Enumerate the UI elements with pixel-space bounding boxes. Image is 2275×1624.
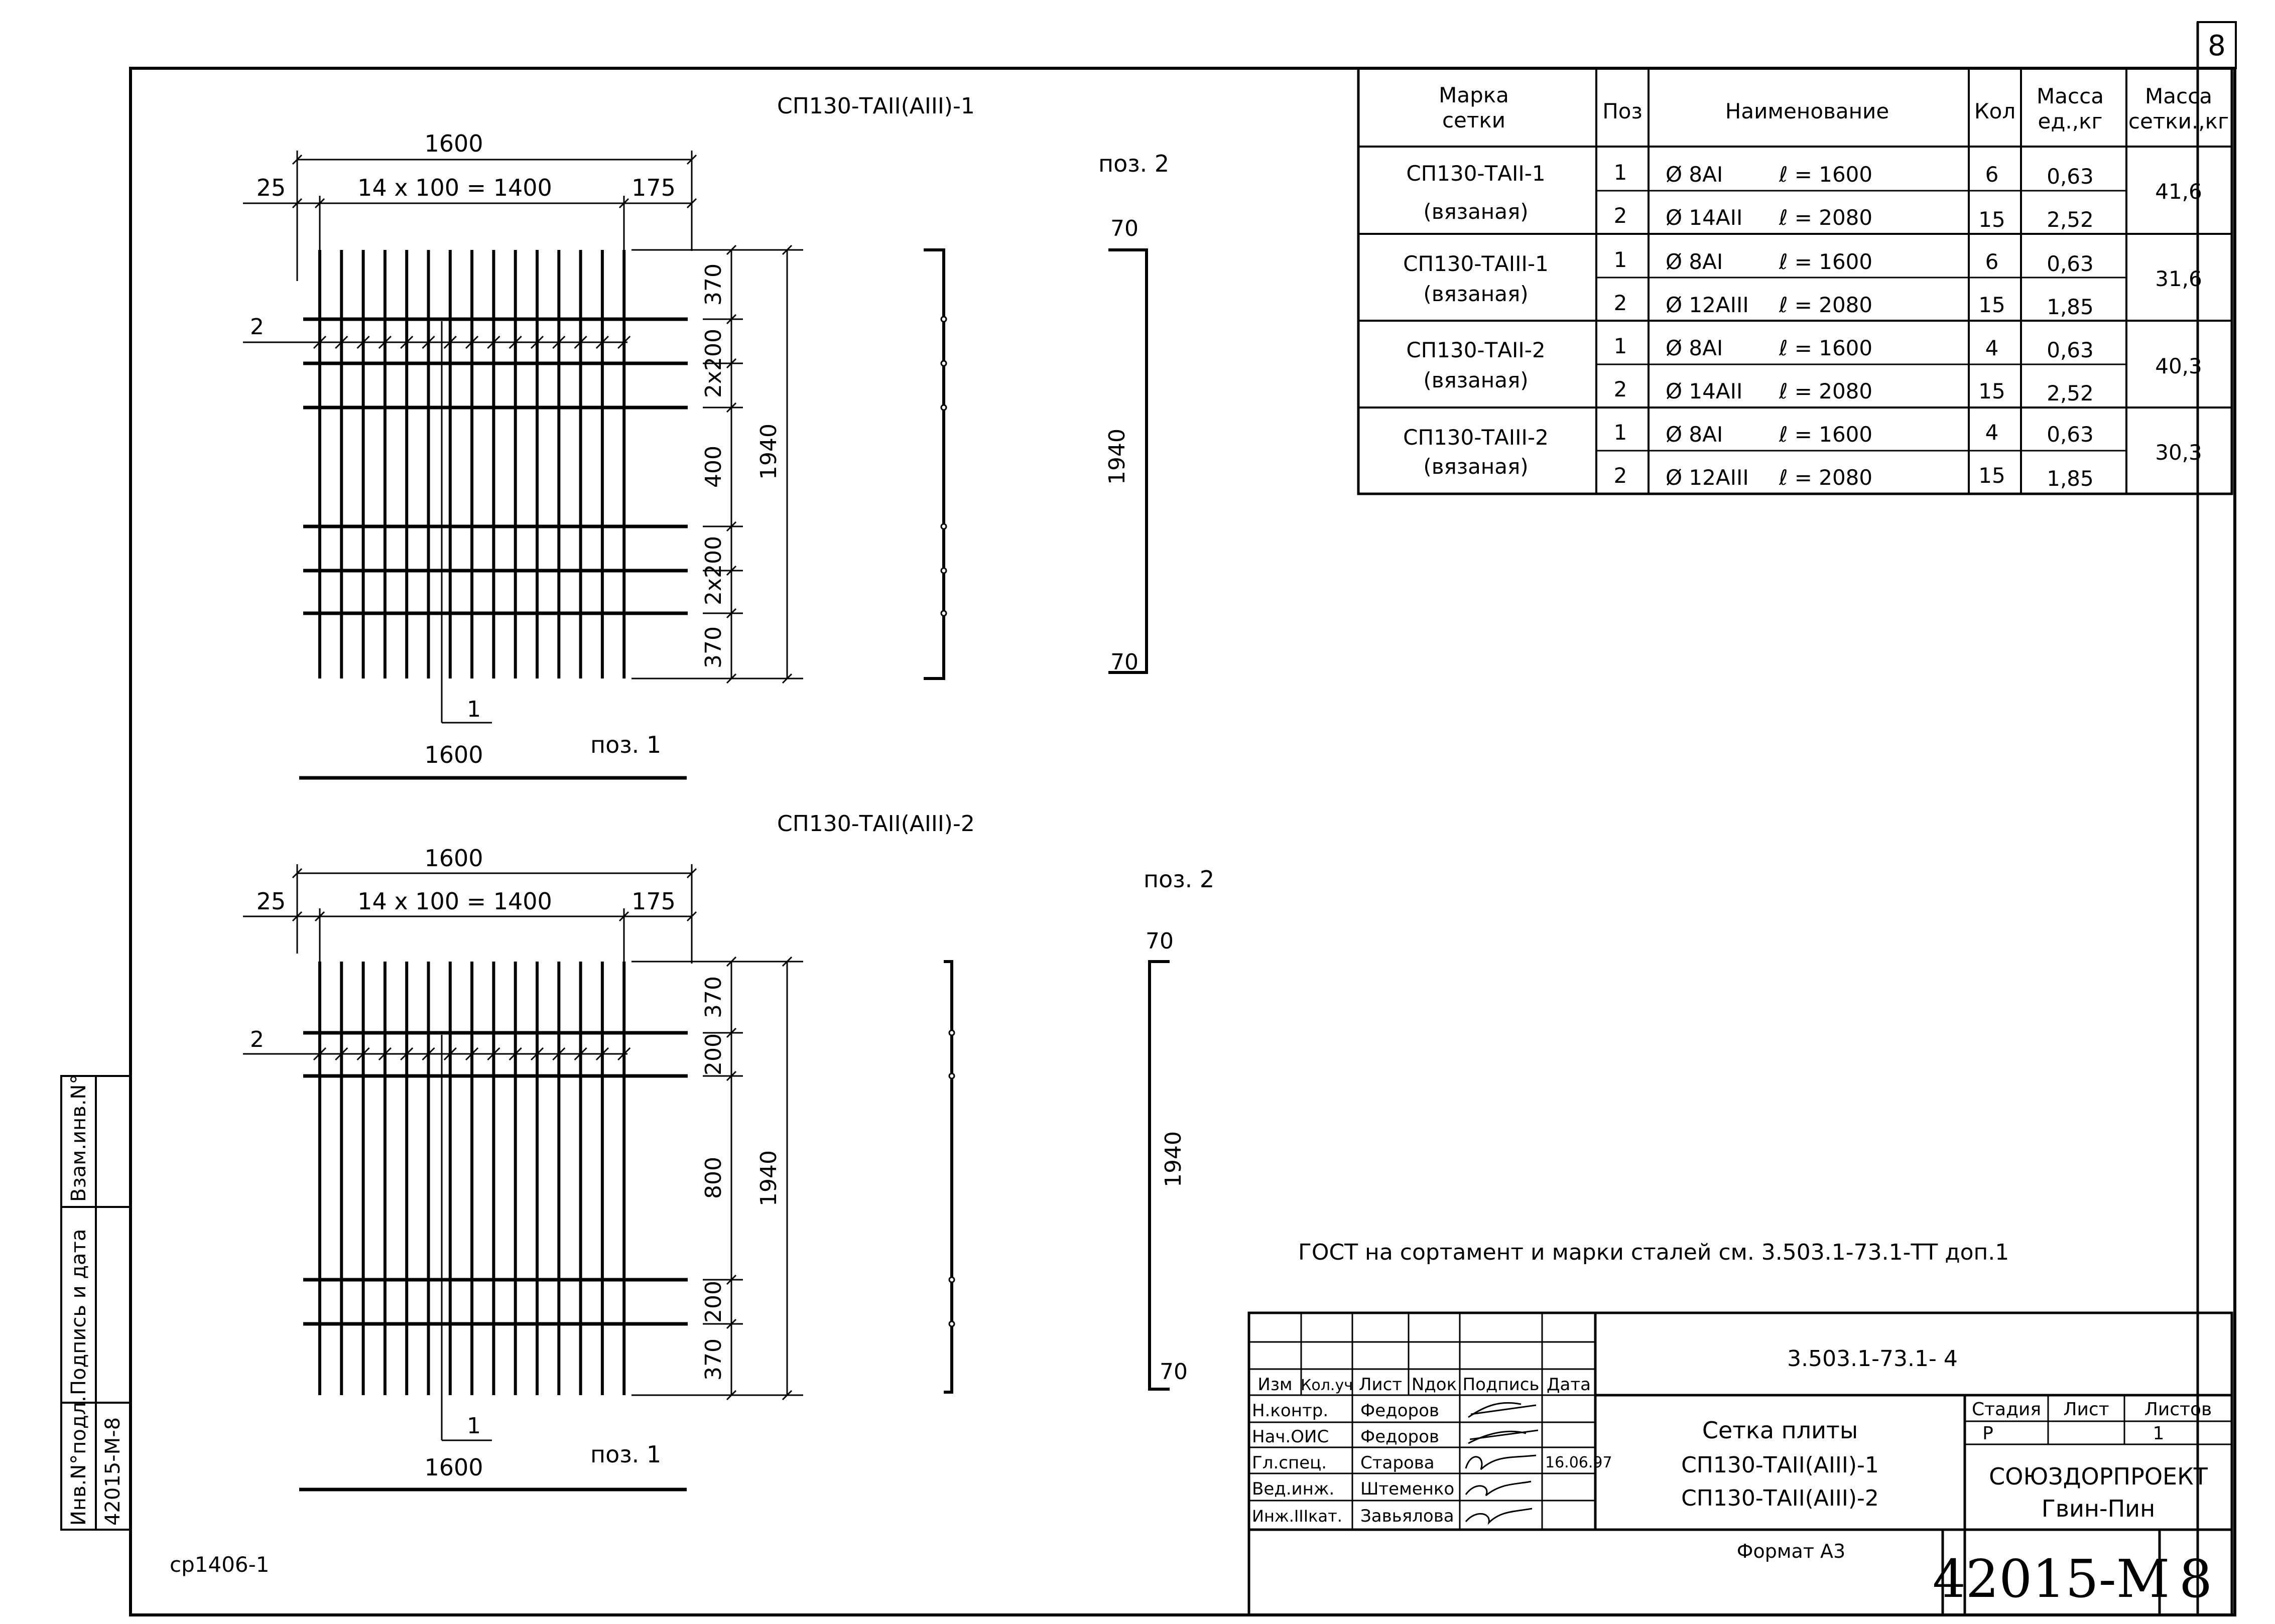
name-5: Завьялова — [1360, 1506, 1454, 1526]
g2-r2-dia: Ø 12АIII — [1666, 293, 1749, 317]
sheet-number: 8 — [2208, 30, 2226, 62]
d2-dim-left: 25 — [256, 888, 286, 915]
g1-r2-qty: 15 — [1978, 207, 2005, 232]
g1-r2-len: ℓ = 2080 — [1779, 205, 1873, 230]
g2-r1-pos: 1 — [1613, 247, 1627, 272]
g1-r1-pos: 1 — [1613, 160, 1627, 185]
g4-r1-mass: 0,63 — [2047, 422, 2094, 447]
g2-r1-mass: 0,63 — [2047, 251, 2094, 276]
doc-title-1: Сетка плиты — [1702, 1417, 1858, 1444]
d1-pos1-label: поз. 1 — [590, 731, 662, 758]
g3-r1-dia: Ø 8АI — [1666, 336, 1723, 360]
th-pos: Поз — [1602, 99, 1642, 123]
d1-bottom-length: 1600 — [424, 741, 483, 768]
th-qty: Кол — [1974, 99, 2016, 123]
date-3: 16.06.97 — [1545, 1454, 1612, 1471]
doc-title-2: СП130-ТАII(АIII)-1 — [1681, 1452, 1879, 1478]
format-label: Формат А3 — [1736, 1540, 1846, 1562]
mesh-drawing-1 — [243, 93, 1169, 778]
g1-r2-pos: 2 — [1613, 203, 1627, 228]
name-4: Штеменко — [1360, 1479, 1455, 1499]
g2-total: 31,6 — [2155, 266, 2202, 291]
title-block — [1249, 1313, 2232, 1615]
drawing-1-title: СП130-ТАII(АIII)-1 — [777, 93, 975, 119]
g2-r2-pos: 2 — [1613, 291, 1627, 315]
g2-r2-mass: 1,85 — [2047, 295, 2094, 319]
sheets-label: Листов — [2144, 1399, 2212, 1420]
role-4: Вед.инж. — [1252, 1479, 1335, 1499]
doc-sheet: 8 — [2179, 1548, 2213, 1609]
sheet-label: Лист — [2063, 1399, 2109, 1420]
d2-dim-right: 175 — [631, 888, 676, 915]
th-izm: Изм — [1257, 1375, 1293, 1395]
d2-dim-r0: 370 — [701, 976, 726, 1018]
d1-total-top: 1600 — [424, 130, 483, 157]
g4-sub: (вязаная) — [1423, 454, 1529, 479]
drawing-2-title: СП130-ТАII(АIII)-2 — [777, 811, 975, 837]
g3-r1-pos: 1 — [1613, 334, 1627, 358]
inv-podl-label: Инв.N°подл. — [67, 1396, 90, 1526]
g4-r2-mass: 1,85 — [2047, 466, 2094, 491]
g2-r1-len: ℓ = 1600 — [1779, 249, 1873, 274]
role-1: Н.контр. — [1252, 1401, 1329, 1421]
g3-r1-mass: 0,63 — [2047, 338, 2094, 362]
g1-mark: СП130-ТАII-1 — [1406, 161, 1546, 186]
g3-r1-len: ℓ = 1600 — [1779, 336, 1873, 360]
name-1: Федоров — [1360, 1401, 1439, 1421]
d1-dim-r2: 400 — [701, 446, 726, 488]
d2-pos1-label: поз. 1 — [590, 1441, 662, 1468]
sheet-value: 1 — [2153, 1423, 2165, 1444]
d2-dim-r1: 200 — [701, 1033, 726, 1075]
th-name: Наименование — [1725, 99, 1889, 123]
vzam-inv-label: Взам.инв.N° — [67, 1074, 90, 1202]
g3-total: 40,3 — [2155, 354, 2202, 378]
d2-pos2-leader: 2 — [250, 1027, 264, 1052]
g3-r2-dia: Ø 14АII — [1666, 379, 1743, 403]
th-kolutch: Кол.уч — [1301, 1377, 1353, 1394]
g3-r2-len: ℓ = 2080 — [1779, 379, 1873, 403]
g1-r2-dia: Ø 14АII — [1666, 205, 1743, 230]
th-mass-total: Масса сетки.,кг — [2128, 84, 2229, 133]
th-mark: Марка сетки — [1439, 83, 1509, 132]
th-list: Лист — [1358, 1375, 1403, 1395]
g4-r1-len: ℓ = 1600 — [1779, 422, 1873, 447]
d2-bottom-length: 1600 — [424, 1454, 483, 1481]
g2-sub: (вязаная) — [1423, 282, 1529, 306]
g2-r1-qty: 6 — [1985, 249, 1999, 274]
role-2: Нач.ОИС — [1252, 1427, 1329, 1447]
d1-dim-r3: 2x200 — [701, 535, 726, 606]
d2-pos1-leader: 1 — [467, 1413, 481, 1439]
d2-dim-r2: 800 — [701, 1157, 726, 1199]
d2-total-top: 1600 — [424, 845, 483, 872]
g3-r2-mass: 2,52 — [2047, 381, 2094, 405]
th-data: Дата — [1546, 1375, 1591, 1395]
doc-code: 3.503.1-73.1- 4 — [1787, 1346, 1958, 1372]
g3-r2-qty: 15 — [1978, 379, 2005, 403]
role-3: Гл.спец. — [1252, 1453, 1327, 1473]
d2-pos2-top: 70 — [1146, 928, 1174, 954]
d1-dim-height: 1940 — [756, 424, 782, 480]
g4-total: 30,3 — [2155, 440, 2202, 465]
stage-value: Р — [1982, 1423, 1993, 1444]
d1-pos2-leader: 2 — [250, 314, 264, 340]
g4-r2-qty: 15 — [1978, 463, 2005, 488]
d2-pos2-length: 1940 — [1161, 1131, 1186, 1187]
name-2: Федоров — [1360, 1427, 1439, 1447]
d1-dim-r0: 370 — [701, 263, 726, 306]
g4-r1-qty: 4 — [1985, 420, 1999, 445]
g3-sub: (вязаная) — [1423, 368, 1529, 392]
d2-pos2-label: поз. 2 — [1144, 866, 1215, 893]
org-sub: Гвин-Пин — [2041, 1495, 2156, 1522]
bottom-left-code: ср1406-1 — [170, 1552, 270, 1577]
g2-r2-qty: 15 — [1978, 293, 2005, 317]
d2-pos2-bottom: 70 — [1160, 1359, 1188, 1385]
th-mass-unit: Масса ед.,кг — [2037, 84, 2104, 133]
g3-r1-qty: 4 — [1985, 336, 1999, 360]
d1-pos1-leader: 1 — [467, 697, 481, 722]
d1-dim-left: 25 — [256, 174, 286, 201]
g1-r2-mass: 2,52 — [2047, 207, 2094, 232]
g1-r1-len: ℓ = 1600 — [1779, 162, 1873, 187]
g3-r2-pos: 2 — [1613, 377, 1627, 401]
d2-dim-r4: 370 — [701, 1338, 726, 1381]
g1-sub: (вязаная) — [1423, 199, 1529, 224]
doc-number: 42015-М — [1932, 1548, 2170, 1609]
org-name: СОЮЗДОРПРОЕКТ — [1989, 1463, 2208, 1490]
g4-r2-pos: 2 — [1613, 463, 1627, 488]
g4-r1-dia: Ø 8АI — [1666, 422, 1723, 447]
podpis-data-label: Подпись и дата — [67, 1229, 90, 1395]
g1-r1-qty: 6 — [1985, 162, 1999, 187]
th-ndok: Nдок — [1411, 1375, 1457, 1395]
inv-podl-value: 42015-М-8 — [101, 1417, 124, 1526]
d1-pos2-label: поз. 2 — [1098, 150, 1170, 177]
d1-pos2-length: 1940 — [1104, 429, 1130, 485]
gost-note: ГОСТ на сортамент и марки сталей см. 3.503.1-73.1-ТТ доп.1 — [1298, 1240, 2009, 1265]
g4-r2-dia: Ø 12АIII — [1666, 465, 1749, 490]
d1-pos2-bottom: 70 — [1110, 649, 1139, 675]
d1-dim-r1: 2x200 — [701, 328, 726, 398]
d1-dim-spacing: 14 x 100 = 1400 — [357, 174, 552, 201]
spec-table — [1358, 68, 2232, 494]
g2-mark: СП130-ТАIII-1 — [1403, 251, 1549, 276]
d1-dim-r4: 370 — [701, 626, 726, 668]
g2-r2-len: ℓ = 2080 — [1779, 293, 1873, 317]
d2-dim-r3: 200 — [701, 1281, 726, 1323]
stage-label: Стадия — [1971, 1399, 2042, 1420]
mesh-drawing-2 — [243, 811, 1214, 1490]
g2-r1-dia: Ø 8АI — [1666, 249, 1723, 274]
g3-mark: СП130-ТАII-2 — [1406, 338, 1546, 362]
role-5: Инж.IIIкат. — [1252, 1507, 1342, 1526]
d1-pos2-top: 70 — [1110, 216, 1139, 241]
d2-dim-spacing: 14 x 100 = 1400 — [357, 888, 552, 915]
g4-mark: СП130-ТАIII-2 — [1403, 425, 1549, 450]
signatures — [1466, 1403, 1538, 1523]
g1-total: 41,6 — [2155, 179, 2202, 204]
d1-dim-right: 175 — [631, 174, 676, 201]
g1-r1-mass: 0,63 — [2047, 164, 2094, 189]
g1-r1-dia: Ø 8АI — [1666, 162, 1723, 187]
g4-r1-pos: 1 — [1613, 420, 1627, 445]
doc-title-3: СП130-ТАII(АIII)-2 — [1681, 1485, 1879, 1511]
th-podpis: Подпись — [1462, 1375, 1540, 1395]
g4-r2-len: ℓ = 2080 — [1779, 465, 1873, 490]
d2-dim-height: 1940 — [756, 1150, 782, 1206]
name-3: Старова — [1360, 1453, 1435, 1473]
